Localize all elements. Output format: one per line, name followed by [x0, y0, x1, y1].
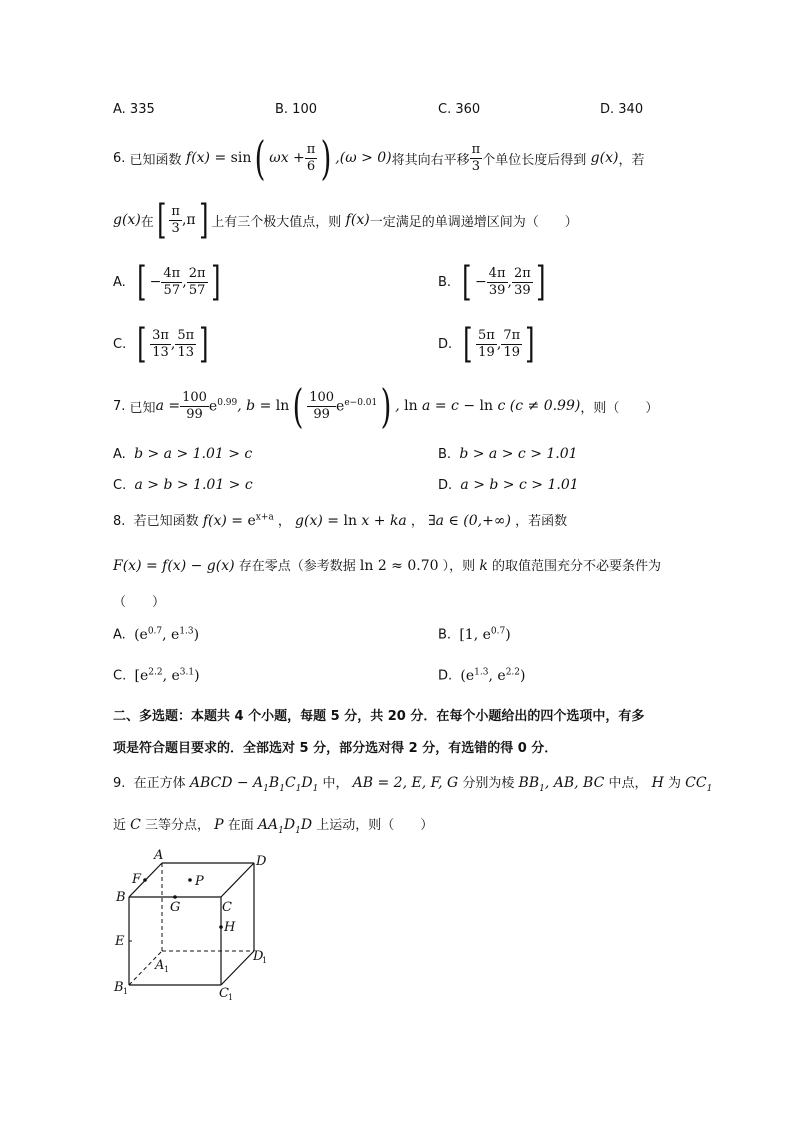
q5-option-d: D. 340	[600, 102, 644, 117]
cube-diagram	[105, 845, 285, 1010]
label-b1-sub: 1	[123, 987, 129, 996]
q7-option-d: D. a > b > c > 1.01	[438, 477, 579, 493]
label-e: E	[115, 934, 125, 949]
label-c1-sub: 1	[228, 993, 234, 1002]
q6-number: 6.	[113, 150, 126, 166]
q8-option-c: C. [$e^{2.2}$, $e^{3.1}$)	[113, 667, 200, 684]
point-h-dot	[219, 925, 223, 929]
q9-line-1: 9. 在正方体 ABCD − $A_1B_1C_1D_1$ 中， AB = 2, E, F, G 分别为棱 $BB_1$, AB, BC 中点， H 为 $CC_1$	[113, 775, 713, 794]
point-f-dot	[143, 878, 147, 882]
point-g-dot	[173, 895, 177, 899]
q8-option-d: D. ($e^{1.3}$, $e^{2.2}$)	[438, 667, 526, 684]
point-p-dot	[188, 878, 192, 882]
q6-option-c: C. [ $\frac{3\pi}{13}$ , $\frac{5\pi}{13}$ ]	[113, 321, 209, 367]
q8-option-a: A. ($e^{0.7}$, $e^{1.3}$)	[113, 626, 200, 643]
label-f: F	[132, 872, 142, 887]
q5-option-b: B. 100	[275, 102, 317, 117]
q5-option-c: C. 360	[438, 102, 481, 117]
q6-option-a: A. [ − $\frac{4\pi}{57}$ , $\frac{2\pi}{57}$ ]	[113, 259, 221, 305]
q6-line-2: g(x) 在 [ $\frac{\pi}{3}$ ,π ] 上有三个极大值点，则 f(x) 一定满足的单调递增区间为（ ）	[113, 197, 578, 243]
q7-line: 7. 已知 a = $\frac{100}{99}$ $e^{0.99}$ , b = ln ( $\frac{100}{99}$ $e^{e-0.01}$ ) , ln a = c − ln c (c ≠ 0.99) ，则（ ）	[113, 379, 659, 433]
section-2-heading-line-1: 二、多选题：本题共 4 个小题，每题 5 分，共 20 分．在每个小题给出的四个选项中，有多	[113, 709, 645, 724]
label-b: B	[116, 890, 126, 905]
label-d: D	[256, 854, 267, 869]
q8-line-1: 8. 若已知函数 $f(x) = e^{x+a}$ ， g(x) = ln x + ka ， ∃a ∈ (0,+∞) ，若函数	[113, 512, 568, 529]
q9-line-2: 近 C 三等分点， P 在面 $AA_1D_1D$ 上运动，则（ ）	[113, 817, 434, 836]
section-2-heading-line-2: 项是符合题目要求的．全部选对 5 分，部分选对得 2 分，有选错的得 0 分．	[113, 741, 558, 756]
label-p: P	[195, 874, 204, 889]
q6-function: f(x) = sin	[181, 150, 252, 166]
q7-option-a: A. b > a > 1.01 > c	[113, 446, 253, 462]
label-d1-sub: 1	[262, 956, 268, 965]
q6-option-b: B. [ − $\frac{4\pi}{39}$ , $\frac{2\pi}{39}$ ]	[438, 259, 546, 305]
label-d1: D	[253, 949, 264, 964]
label-h: H	[224, 920, 236, 935]
label-a1: A	[155, 958, 165, 973]
label-a1-sub: 1	[164, 965, 170, 974]
q6-option-d: D. [ $\frac{5\pi}{19}$ , $\frac{7\pi}{19}$ ]	[438, 321, 535, 367]
q7-option-c: C. a > b > 1.01 > c	[113, 477, 253, 493]
label-g: G	[170, 900, 181, 915]
label-a: A	[154, 848, 164, 863]
q7-option-b: B. b > a > c > 1.01	[438, 446, 578, 462]
q8-paren: （ ）	[113, 595, 166, 610]
label-c1: C	[219, 986, 229, 1001]
label-b1: B	[114, 980, 124, 995]
q8-line-2: F(x) = f(x) − g(x) 存在零点（参考数据 ln 2 ≈ 0.70 ），则 k 的取值范围充分不必要条件为	[113, 558, 661, 574]
label-c: C	[222, 900, 232, 915]
q8-option-b: B. [1, $e^{0.7}$)	[438, 626, 511, 643]
q5-option-a: A. 335	[113, 102, 155, 117]
q6-line-1: 6. 已知函数 f(x) = sin ( ωx + $\frac{\pi}{6}$ ) ,(ω > 0) 将其向右平移 $\frac{\pi}{3}$ 个单位长度后得到 g(x) ，若	[113, 131, 645, 185]
